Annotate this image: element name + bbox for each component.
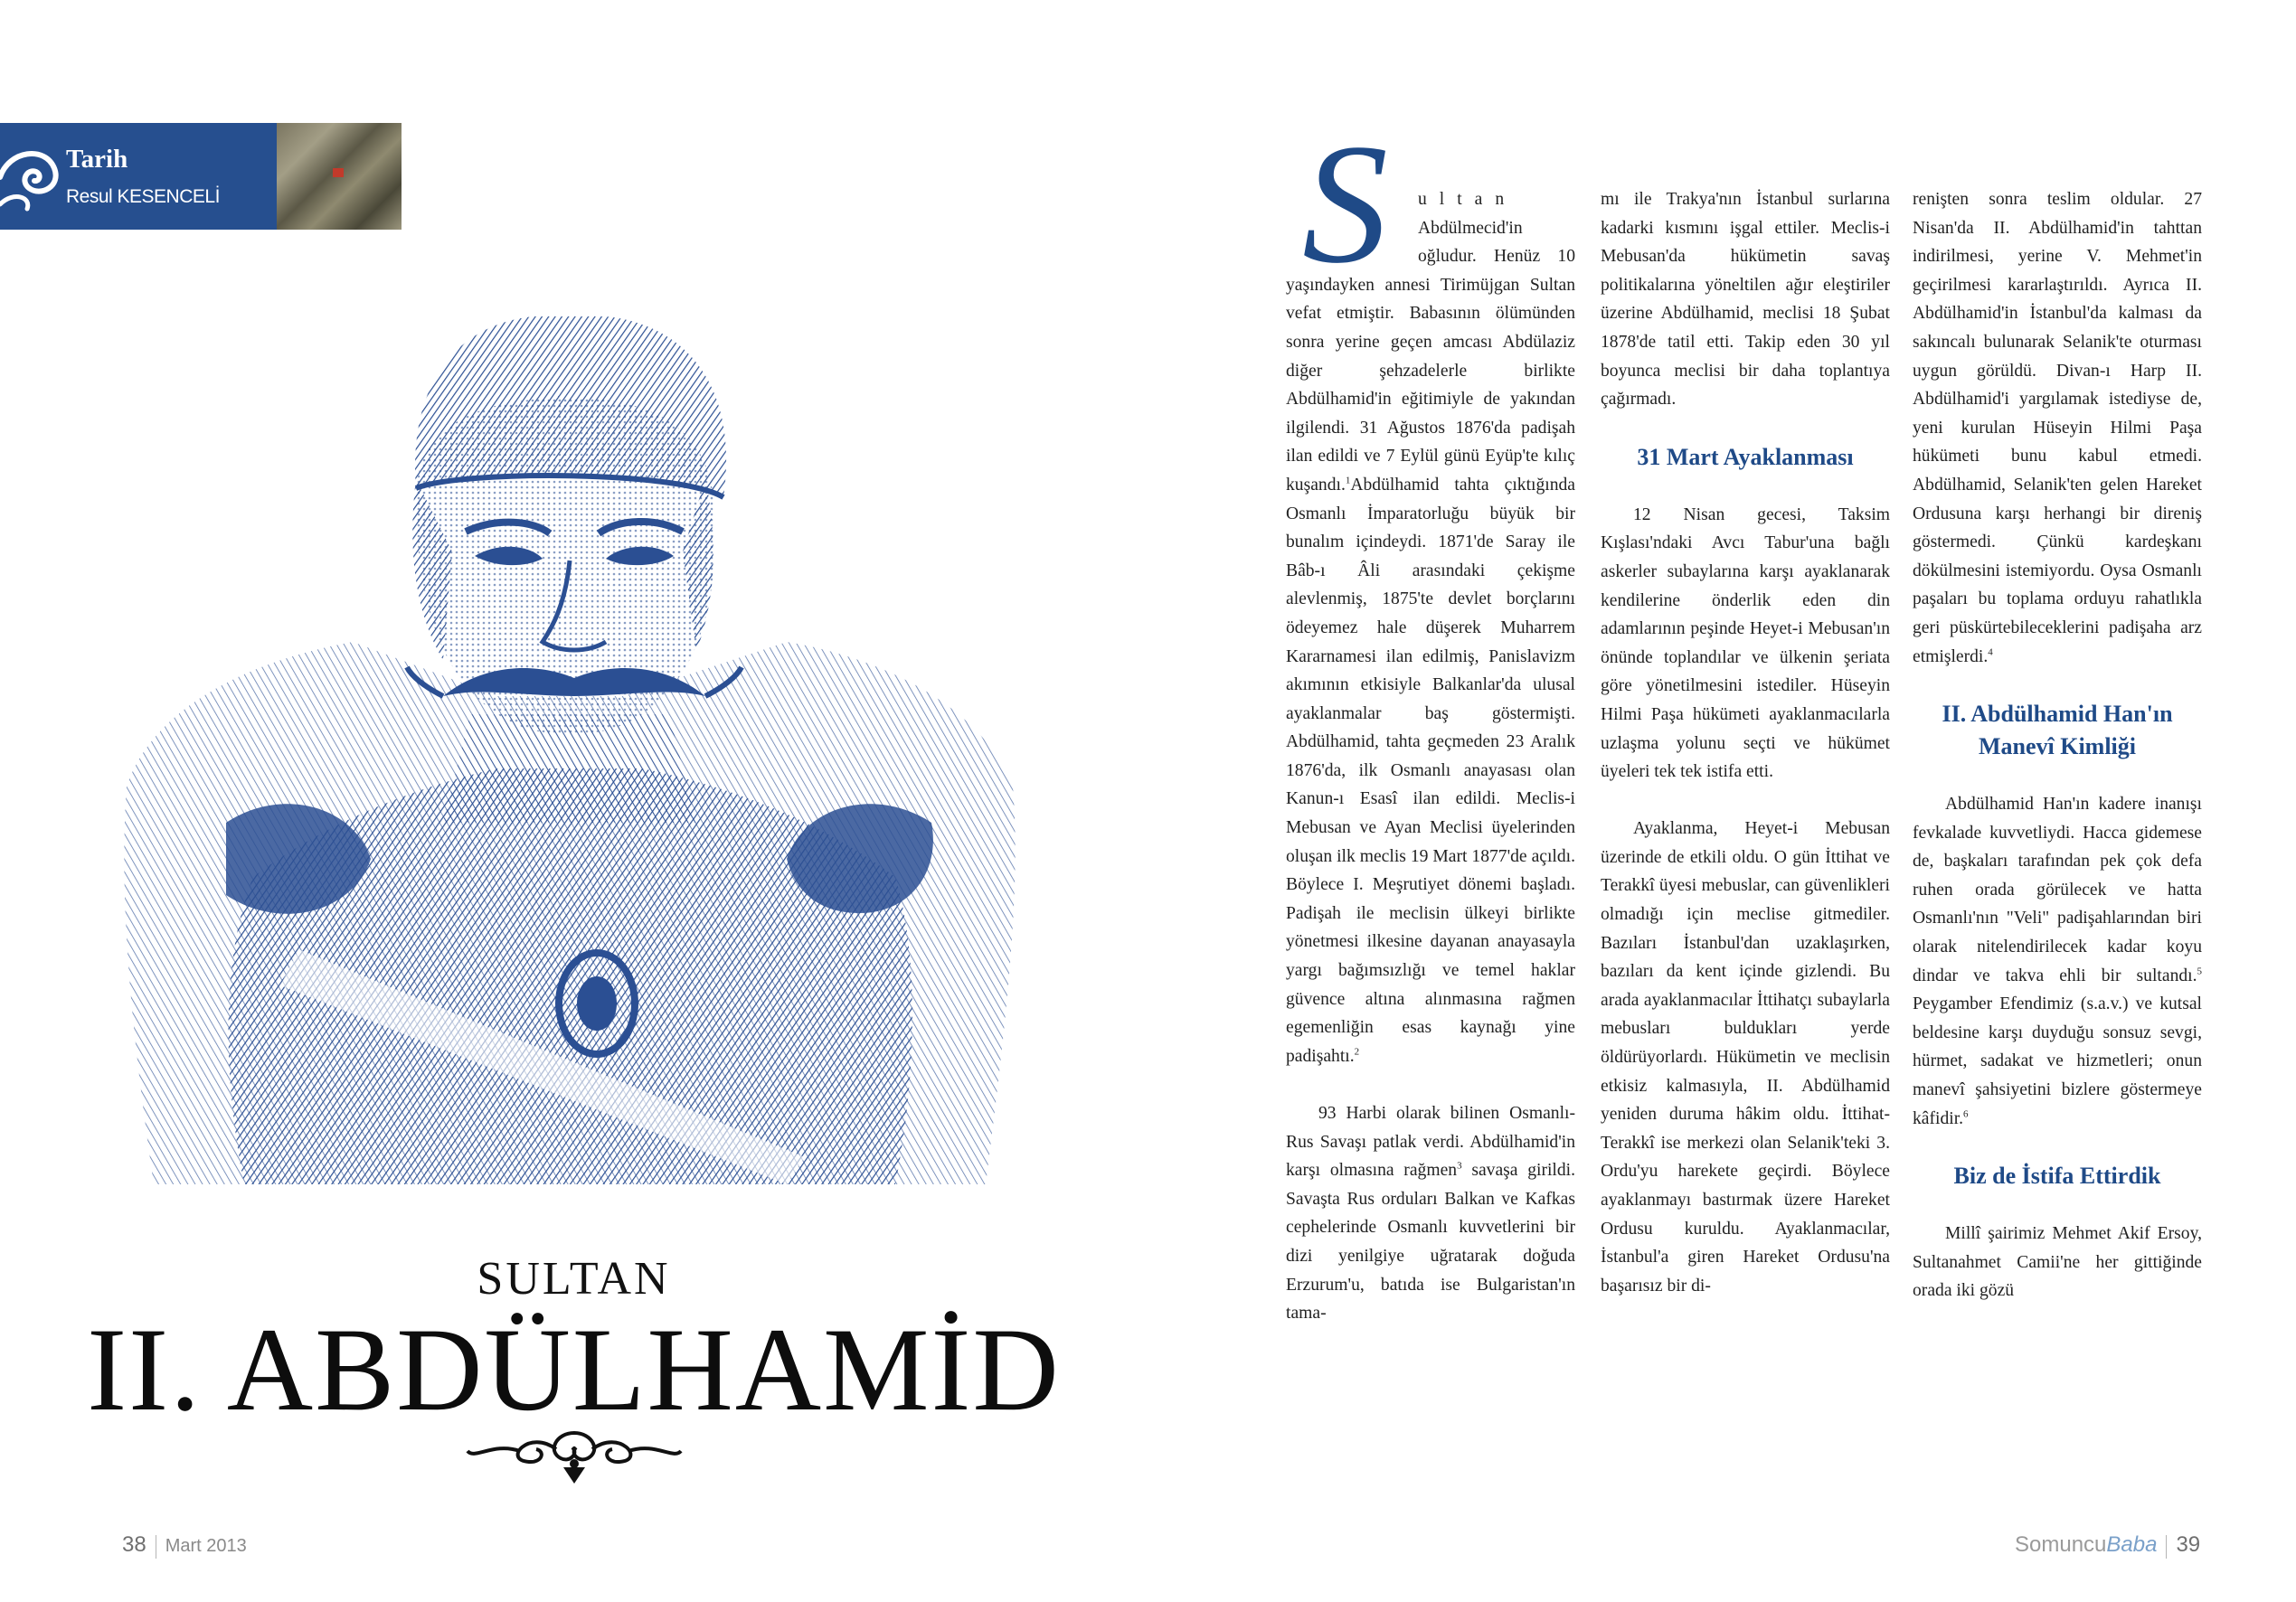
sultan-portrait-engraving [118, 316, 1022, 1184]
section-heading: Biz de İstifa Ettirdik [1953, 1163, 2161, 1190]
paragraph-text: savaşa girildi. Savaşta Rus orduları Balkan ve Kafkas cephelerinde Osmanlı kuvvetlerini bir dizi yenilgiye uğratarak doğuda Erzurum'u, batıda ise Bulgaristan'ın tama- [1286, 1161, 1575, 1324]
paragraph: Millî şairimiz Mehmet Akif Ersoy, Sultanahmet Camii'ne her gittiğinde orada iki gözü [1913, 1224, 2202, 1301]
footnote-ref: 6 [1963, 1108, 1969, 1120]
dropcap [1286, 109, 1413, 299]
paragraph-text: Abdülhamid tahta çıktığında Osmanlı İmparatorluğu büyük bir bunalım içindeydi. 1871'de Saray ile Bâb-ı Âli arasındaki çekişme alevlenmiş, 1875'te devlet borçlarını ödeyemez hale düşerek Muharrem Kararnamesi ilan edilmiş, Panislavizm akımının etkisiyle Balkanlar'da ulusal ayaklanmalar baş göstermişti. Abdülhamid, tahta geçmeden 23 Aralık 1876'da, ilk Osmanlı anayasası olan Kanun-ı Esasî ilan edildi. Meclis-i Mebusan ve Ayan Meclisi üyelerinden oluşan ilk meclis 19 Mart 1877'de açıldı. Böylece I. Meşrutiyet dönemi başladı. Padişah ile meclisin ülkeyi birlikte yönetmesi ilkesine dayanan anayasayla yargı bağımsızlığı ve temel haklar güvence altına alınmasına rağmen egemenliğin esas kaynağı yine padişahtı. [1286, 475, 1575, 1066]
paragraph: Ayaklanma, Heyet-i Mebusan üzerinde de etkili oldu. O gün İttihat ve Terakkî üyesi mebuslar, can güvenlikleri olmadığı için meclise gitmediler. Bazıları İstanbul'dan uzaklaşırken, bazıları da kent içinde gizlendi. Bu arada ayaklanmacılar İttihatçı subaylarla mebusları buldukları yerde öldürüyorlardı. Hükümetin ve meclisin etkisiz kalmasıyla, II. Abdülhamid yeniden duruma hâkim oldu. İttihat-Terakkî ise merkezi olan Selanik'teki 3. Ordu'yu harekete geçirdi. Böylece ayaklanmayı bastırmak üzere Hareket Ordusu kuruldu. Ayaklanmacılar, İstanbul'a giren Hareket Ordusu'na başarısız bir di- [1601, 819, 1890, 1296]
left-page-number: 38 [122, 1532, 146, 1557]
author-name: Resul KESENCELİ [66, 186, 220, 207]
flag-icon [333, 168, 344, 177]
article-column-2 [1601, 185, 1890, 1300]
paragraph-text: Abdülhamid Han'ın kadere inanışı fevkalade kuvvetliydi. Hacca gidemese de, başkaları tarafından pek çok defa ruhen orada görülecek ve hatta Osmanlı'nın "Veli" padişahlarından biri olarak nitelendirilecek kadar koyu dindar ve takva ehli bir sultandı. [1913, 795, 2202, 985]
flourish-ornament-icon [466, 1424, 683, 1487]
paragraph-text: Abdülmecid'in oğludur. Henüz 10 yaşındayken annesi Tirimüjgan Sultan vefat etmiştir. Babasının ölümünden sonra yerine geçen amcası Abdülaziz diğer şehzadelerle birlikte Abdülhamid'in eğitimiyle de yakından ilgilendi. 31 Ağustos 1876'da padişah ilan edildi ve 7 Eylül günü Eyüp'te kılıç kuşandı. [1286, 218, 1575, 495]
footnote-ref: 4 [1988, 646, 1993, 657]
paragraph-text: 93 Harbi olarak bilinen Osmanlı-Rus Savaşı patlak verdi. Abdülhamid'in karşı olmasına rağmen [1286, 1104, 1575, 1181]
paragraph: mı ile Trakya'nın İstanbul surlarına kadarki kısmını işgal ettiler. Meclis-i Mebusan'da hükümetin savaş politikalarına yöneltilen ağır eleştiriler üzerine Abdülhamid, meclisi 18 Şubat 1878'de tatil etti. Takip eden 30 yıl boyunca meclisi bir daha toplantıya çağırmadı. [1601, 190, 1890, 410]
left-folio [122, 1532, 247, 1559]
paragraph [1913, 790, 2202, 1133]
title-big: II. ABDÜLHAMİD [87, 1303, 1061, 1436]
section-label: Tarih [66, 145, 128, 174]
lead-word: ultan [1418, 190, 1517, 209]
section-heading: II. Abdülhamid Han'ın Manevî Kimliği [1942, 701, 2173, 760]
paragraph [1913, 185, 2202, 671]
article-column-1 [1286, 109, 1575, 1328]
footnote-ref: 5 [2197, 966, 2202, 977]
brand-name-a: Somuncu [2015, 1532, 2107, 1557]
banner-photo [277, 123, 402, 230]
section-banner [0, 123, 277, 230]
section-heading: 31 Mart Ayaklanması [1637, 443, 1854, 470]
paragraph-text: renişten sonra teslim oldular. 27 Nisan'da II. Abdülhamid'in tahttan indirilmesi, yerine V. Mehmet'in geçirilmesi kararlaştırıldı. Ayrıca II. Abdülhamid'in İstanbul'da kalması da sakıncalı bulunarak Selanik'te oturması uygun görüldü. Divan-ı Harp II. Abdülhamid'i yargılamak istediyse de, yeni kurulan Hüseyin Hilmi Paşa hükümeti bunu kabul etmedi. Abdülhamid, Selanik'ten gelen Hareket Ordusuna karşı herhangi bir direniş göstermedi. Çünkü kardeşkanı dökülmesini istemiyordu. Oysa Osmanlı paşaları bu toplama orduyu rahatlıkla geri püskürtebileceklerini padişaha arz etmişlerdi. [1913, 190, 2202, 666]
footnote-ref: 1 [1345, 475, 1351, 486]
right-page-number: 39 [2176, 1532, 2201, 1557]
paragraph [1286, 109, 1575, 1070]
title-small: SULTAN [477, 1253, 671, 1305]
right-folio [2015, 1532, 2200, 1559]
paragraph: 12 Nisan gecesi, Taksim Kışlası'ndaki Avcı Tabur'una bağlı askerler subaylarına karşı ayaklanarak kendilerine önderlik eden din adamlarının peşinde Heyet-i Mebusan'ın önünde toplandılar ve ülkenin şeriata göre yönetilmesini istediler. Hüseyin Hilmi Paşa hükümeti ayaklanmacılarla uzlaşma yolunu seçti ve hükümet üyeleri tek tek istifa etti. [1601, 504, 1890, 782]
dropcap-letter: S [1302, 109, 1388, 299]
footnote-ref: 3 [1457, 1160, 1462, 1172]
folio-divider [2166, 1535, 2167, 1559]
paragraph-text: Peygamber Efendimiz (s.a.v.) ve kutsal beldesine karşı duyduğu sonsuz sevgi, hürmet, sadakat ve hizmetleri; onun manevî şahsiyetini bizlere göstermeye kâfidir. [1913, 994, 2202, 1128]
brand-name-b: Baba [2106, 1532, 2158, 1557]
left-issue: Mart 2013 [165, 1536, 247, 1556]
article-column-3 [1913, 185, 2202, 1305]
paragraph [1286, 1099, 1575, 1328]
swirl-ornament-icon [0, 141, 63, 213]
footnote-ref: 2 [1354, 1046, 1360, 1058]
